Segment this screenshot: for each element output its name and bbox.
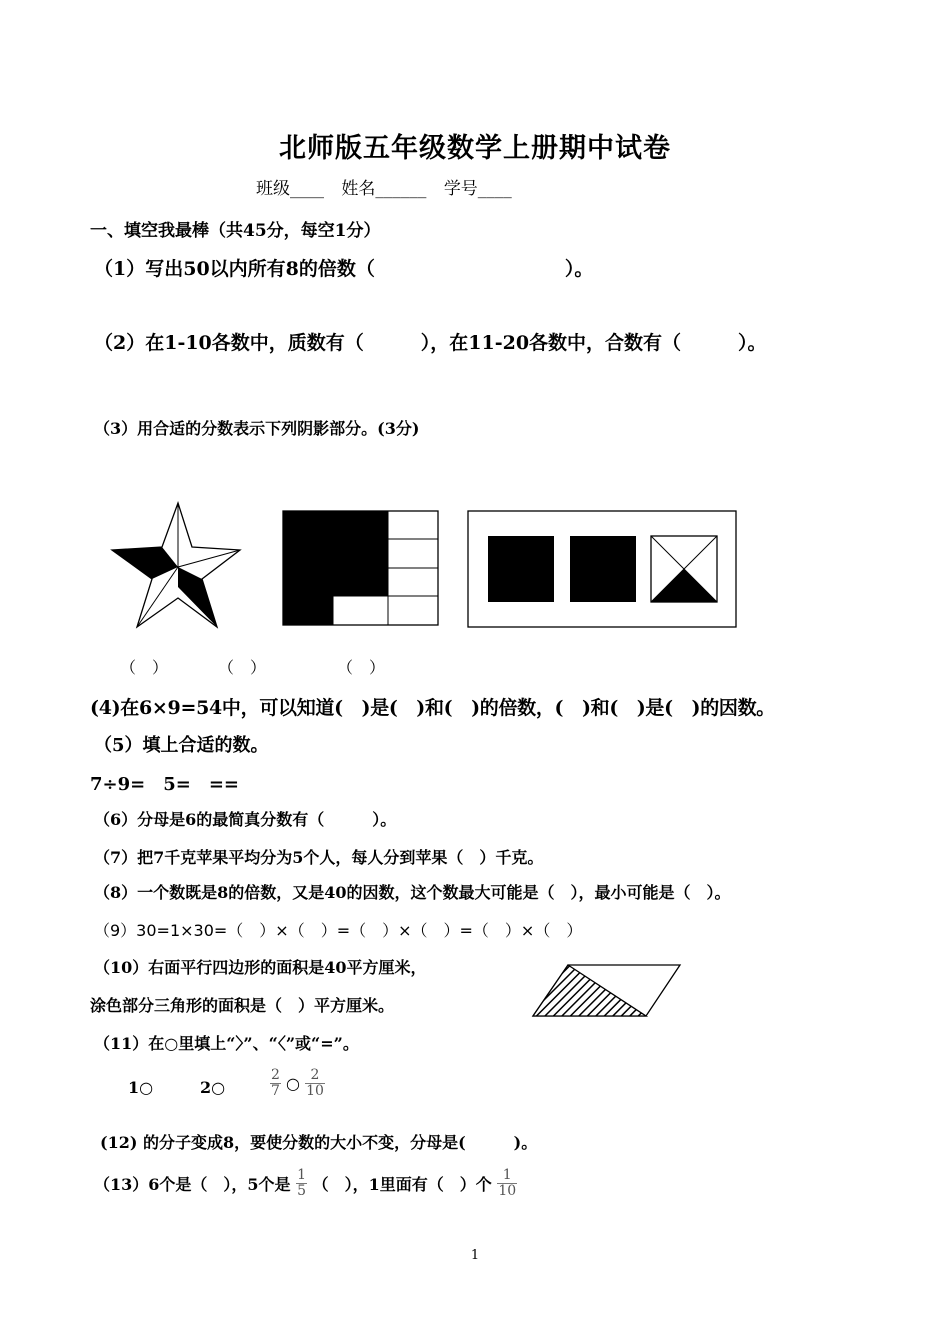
question-12: (12) 的分子变成8，要使分数的大小不变，分母是( )。 [100, 1133, 538, 1152]
grid-figure [280, 508, 442, 628]
parallelogram-figure [530, 962, 686, 1020]
question-4: (4)在6×9=54中，可以知道( )是( )和( )的倍数，( )和( )是( )的因数。 [90, 697, 775, 719]
answer-blank-1[interactable]: （ ） [120, 658, 169, 677]
question-2: （2）在1-10各数中，质数有（ ），在11-20各数中，合数有（ ）。 [94, 332, 767, 354]
compare-item-3: $\frac{2}{7}$ ○ $\frac{2}{10}$ [271, 1067, 324, 1099]
student-info [250, 174, 518, 199]
section-heading: 一、填空我最棒（共45分，每空1分） [90, 221, 381, 241]
star-figure [100, 495, 250, 635]
question-8: （8）一个数既是8的倍数，又是40的因数，这个数最大可能是（ ），最小可能是（ ）。 [94, 883, 731, 902]
fraction-2-7: $\frac{2}{7}$ [271, 1067, 280, 1099]
question-7: （7）把7千克苹果平均分为5个人，每人分到苹果（ ）千克。 [94, 848, 544, 867]
answer-blank-2[interactable]: （ ） [218, 658, 267, 677]
fraction-1-10: $\frac{1}{10}$ [498, 1167, 517, 1199]
question-9: （9）30=1×30=（ ）×（ ）=（ ）×（ ）=（ ）×（ ） [94, 921, 583, 940]
answer-blank-3[interactable]: （ ） [337, 658, 386, 677]
class-field: 班级____ [256, 179, 324, 199]
question-13: （13）6个是（ ），5个是 $\frac{1}{5}$ （ ），1里面有（ ）个 $\frac{1}{10}$ [94, 1167, 517, 1199]
compare-item-2: 2○ [200, 1078, 226, 1097]
name-field: 姓名______ [341, 179, 427, 199]
question-6: （6）分母是6的最简真分数有（ ）。 [94, 810, 397, 829]
question-10-line-2: 涂色部分三角形的面积是（ ）平方厘米。 [90, 996, 395, 1015]
question-11: （11）在○里填上“〉”、“〈”或“=”。 [94, 1034, 359, 1053]
id-field: 学号____ [443, 179, 512, 199]
question-3: （3）用合适的分数表示下列阴影部分。(3分) [94, 419, 420, 438]
question-5: （5）填上合适的数。 [94, 735, 269, 756]
fraction-2-10: $\frac{2}{10}$ [306, 1067, 324, 1099]
fraction-1-5: $\frac{1}{5}$ [297, 1167, 307, 1199]
question-5-line: 7÷9= 5= == [90, 774, 239, 795]
question-10-line-1: （10）右面平行四边形的面积是40平方厘米， [94, 958, 427, 977]
page-title: 北师版五年级数学上册期中试卷 [279, 133, 671, 164]
compare-item-1: 1○ [128, 1078, 154, 1097]
page-number: 1 [470, 1248, 480, 1263]
question-1: （1）写出50以内所有8的倍数（ ）。 [94, 258, 594, 280]
squares-figure [466, 508, 740, 630]
